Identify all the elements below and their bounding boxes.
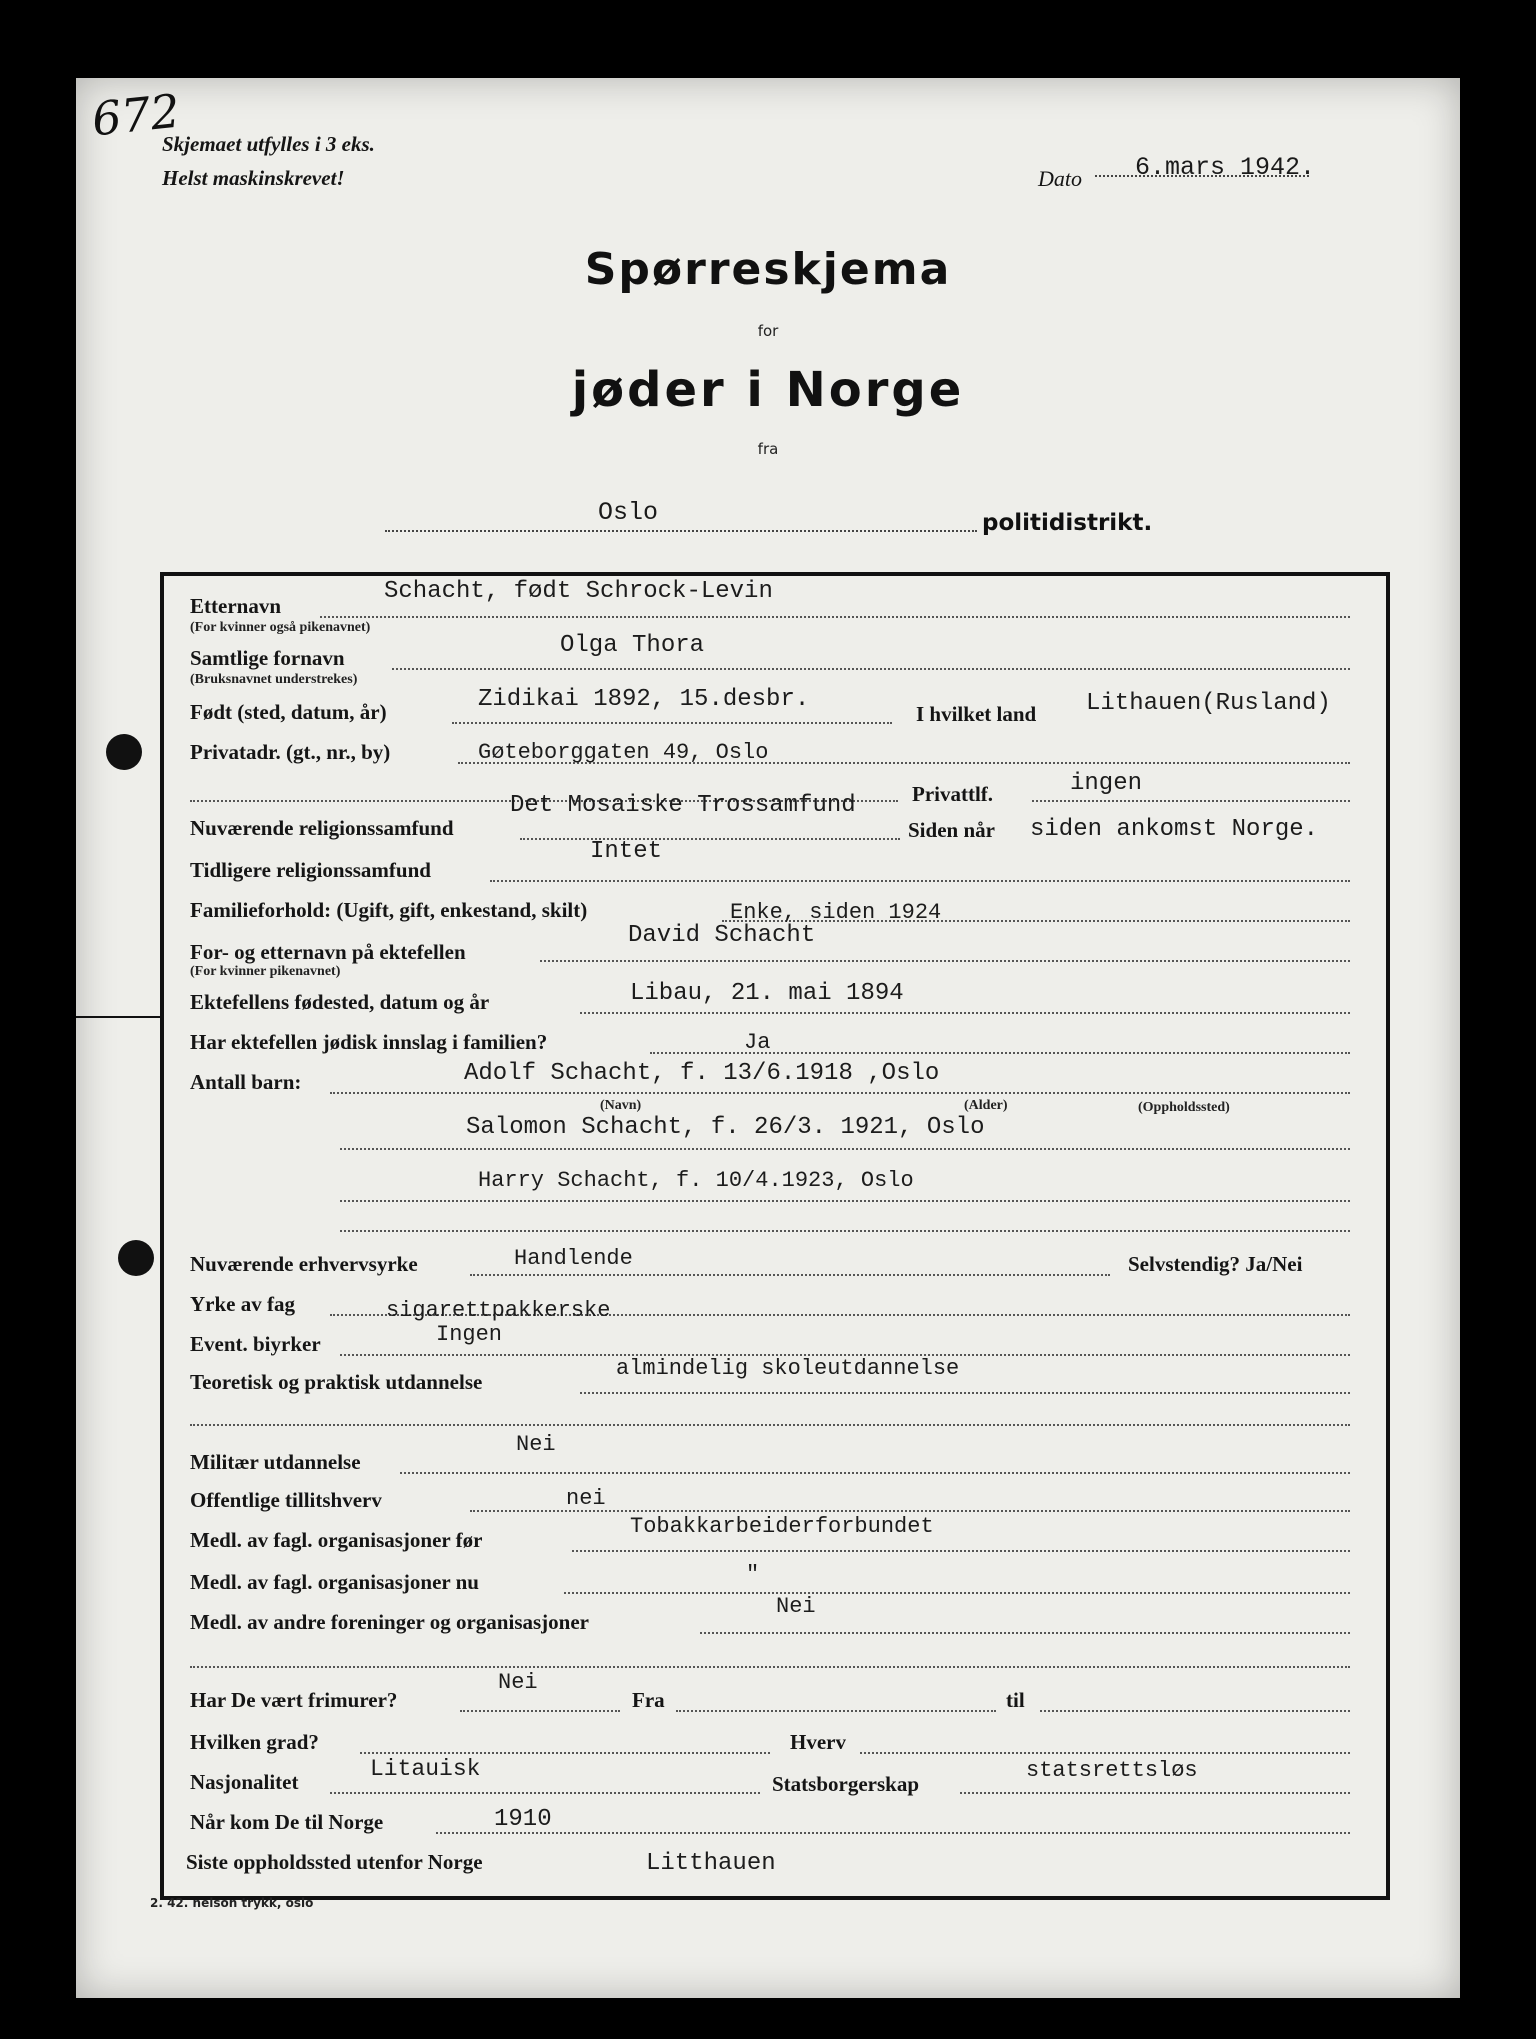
nasjonalitet-label: Nasjonalitet [190, 1770, 299, 1794]
instruction-line-1: Skjemaet utfylles i 3 eks. [162, 132, 375, 156]
fra-label: Fra [632, 1688, 665, 1712]
ektefelle-fodested-value: Libau, 21. mai 1894 [630, 980, 904, 1007]
land-value: Lithauen(Rusland) [1086, 690, 1331, 717]
district-label: politidistrikt. [982, 510, 1153, 536]
etternavn-sub: (For kvinner også pikenavnet) [190, 620, 371, 635]
etternavn-value: Schacht, født Schrock-Levin [384, 578, 773, 605]
fornavn-line [392, 668, 1350, 670]
biyrker-value: Ingen [436, 1322, 503, 1347]
utdannelse-line-2 [190, 1424, 1350, 1426]
grad-line [360, 1752, 770, 1754]
andre-org-line [700, 1632, 1350, 1634]
privattlf-label: Privattlf. [912, 782, 994, 806]
militaer-line [400, 1472, 1350, 1474]
militaer-label: Militær utdannelse [190, 1450, 361, 1474]
yrke-fag-value: sigarettpakkerske [386, 1298, 611, 1323]
punch-hole-top [106, 734, 142, 770]
statsborgerskap-line [960, 1792, 1350, 1794]
statsborgerskap-value: statsrettsløs [1026, 1758, 1198, 1783]
religion-line [520, 838, 900, 840]
etternavn-line [320, 616, 1350, 618]
militaer-value: Nei [516, 1432, 556, 1457]
hverv-line [860, 1752, 1350, 1754]
erhverv-line [470, 1274, 1110, 1276]
etternavn-label: Etternavn [190, 594, 281, 618]
printer-footer: 2. 42. nelson trykk, oslo [150, 1896, 314, 1910]
tidligere-religion-value: Intet [590, 838, 663, 865]
ektefelle-label: For- og etternavn på ektefellen [190, 940, 466, 964]
frimurer-label: Har De vært frimurer? [190, 1688, 398, 1712]
fodt-line [452, 722, 892, 724]
barn-label: Antall barn: [190, 1070, 302, 1094]
barn-line-1 [330, 1092, 1350, 1094]
title-for: for [757, 322, 779, 340]
religion-value: Det Mosaiske Trossamfund [510, 792, 856, 819]
hverv-label: Hverv [790, 1730, 846, 1754]
utdannelse-value: almindelig skoleutdannelse [616, 1356, 960, 1381]
andre-org-line-2 [190, 1666, 1350, 1668]
andre-org-value: Nei [776, 1594, 816, 1619]
siste-opphold-label: Siste oppholdssted utenfor Norge [186, 1850, 483, 1874]
yrke-fag-label: Yrke av fag [190, 1292, 295, 1316]
fornavn-value: Olga Thora [560, 632, 705, 659]
instruction-line-2: Helst maskinskrevet! [162, 166, 345, 190]
siste-opphold-value: Litthauen [646, 1850, 776, 1877]
privattlf-value: ingen [1070, 770, 1143, 797]
fodt-value: Zidikai 1892, 15.desbr. [478, 686, 810, 713]
barn-line-4 [340, 1230, 1350, 1232]
til-label: til [1006, 1688, 1025, 1712]
form-title: Spørreskjema [584, 244, 952, 295]
barn-row-3: Harry Schacht, f. 10/4.1923, Oslo [478, 1168, 914, 1193]
ektefelle-value: David Schacht [628, 922, 816, 949]
barn-col-alder: (Alder) [964, 1098, 1008, 1113]
selvstendig-label: Selvstendig? Ja/Nei [1128, 1252, 1303, 1276]
til-norge-line [436, 1832, 1350, 1834]
til-norge-label: Når kom De til Norge [190, 1810, 384, 1834]
ektefelle-fodested-label: Ektefellens fødested, datum og år [190, 990, 490, 1014]
page-number: 672 [89, 83, 183, 147]
statsborgerskap-label: Statsborgerskap [772, 1772, 920, 1796]
frimurer-value: Nei [498, 1670, 538, 1695]
district-line [385, 530, 977, 532]
tillitshverv-value: nei [566, 1486, 606, 1511]
fornavn-sub: (Bruksnavnet understrekes) [190, 672, 358, 687]
erhverv-value: Handlende [514, 1246, 633, 1271]
andre-org-label: Medl. av andre foreninger og organisasjoner [190, 1610, 589, 1634]
fodt-label: Født (sted, datum, år) [190, 700, 387, 724]
barn-row-1: Adolf Schacht, f. 13/6.1918 ,Oslo [464, 1060, 940, 1087]
tidligere-religion-line [490, 880, 1350, 882]
org-for-value: Tobakkarbeiderforbundet [630, 1514, 934, 1539]
biyrker-label: Event. biyrker [190, 1332, 321, 1356]
til-norge-value: 1910 [494, 1806, 552, 1833]
utdannelse-line [580, 1392, 1350, 1394]
familie-label: Familieforhold: (Ugift, gift, enkestand, skilt) [190, 898, 588, 922]
org-nu-label: Medl. av fagl. organisasjoner nu [190, 1570, 479, 1594]
org-for-label: Medl. av fagl. organisasjoner før [190, 1528, 483, 1552]
form-subtitle: jøder i Norge [571, 362, 965, 418]
org-nu-line [564, 1592, 1350, 1594]
title-fra: fra [757, 440, 779, 458]
jodisk-innslag-label: Har ektefellen jødisk innslag i familien? [190, 1030, 548, 1054]
frimurer-line [460, 1710, 620, 1712]
district-value: Oslo [598, 498, 659, 527]
punch-hole-bottom [118, 1240, 154, 1276]
nasjonalitet-line [330, 1792, 760, 1794]
ektefelle-line [540, 960, 1350, 962]
familie-value: Enke, siden 1924 [730, 900, 942, 925]
fold-mark [76, 1016, 162, 1018]
tillitshverv-label: Offentlige tillitshverv [190, 1488, 382, 1512]
org-for-line [572, 1550, 1350, 1552]
land-label: I hvilket land [916, 702, 1037, 726]
dato-value: 6.mars 1942. [1135, 153, 1316, 182]
barn-row-2: Salomon Schacht, f. 26/3. 1921, Oslo [466, 1114, 985, 1141]
privattlf-line [1032, 800, 1350, 802]
barn-col-navn: (Navn) [600, 1098, 642, 1113]
privatadr-value: Gøteborggaten 49, Oslo [478, 740, 769, 765]
tidligere-religion-label: Tidligere religionssamfund [190, 858, 431, 882]
siden-label: Siden når [908, 818, 995, 842]
utdannelse-label: Teoretisk og praktisk utdannelse [190, 1370, 483, 1394]
jodisk-innslag-value: Ja [744, 1030, 771, 1055]
til-line [1040, 1710, 1350, 1712]
erhverv-label: Nuværende erhvervsyrke [190, 1252, 418, 1276]
ektefelle-fodested-line [580, 1012, 1350, 1014]
fornavn-label: Samtlige fornavn [190, 646, 345, 670]
org-nu-value: " [746, 1562, 760, 1587]
barn-col-opphold: (Oppholdssted) [1138, 1100, 1230, 1115]
fra-line [676, 1710, 996, 1712]
privatadr-label: Privatadr. (gt., nr., by) [190, 740, 391, 764]
dato-label: Dato [1038, 166, 1082, 191]
grad-label: Hvilken grad? [190, 1730, 319, 1754]
ektefelle-sub: (For kvinner pikenavnet) [190, 964, 341, 979]
barn-line-2 [340, 1148, 1350, 1150]
religion-label: Nuværende religionssamfund [190, 816, 454, 840]
barn-line-3 [340, 1200, 1350, 1202]
siden-value: siden ankomst Norge. [1030, 816, 1319, 843]
nasjonalitet-value: Litauisk [370, 1756, 481, 1782]
